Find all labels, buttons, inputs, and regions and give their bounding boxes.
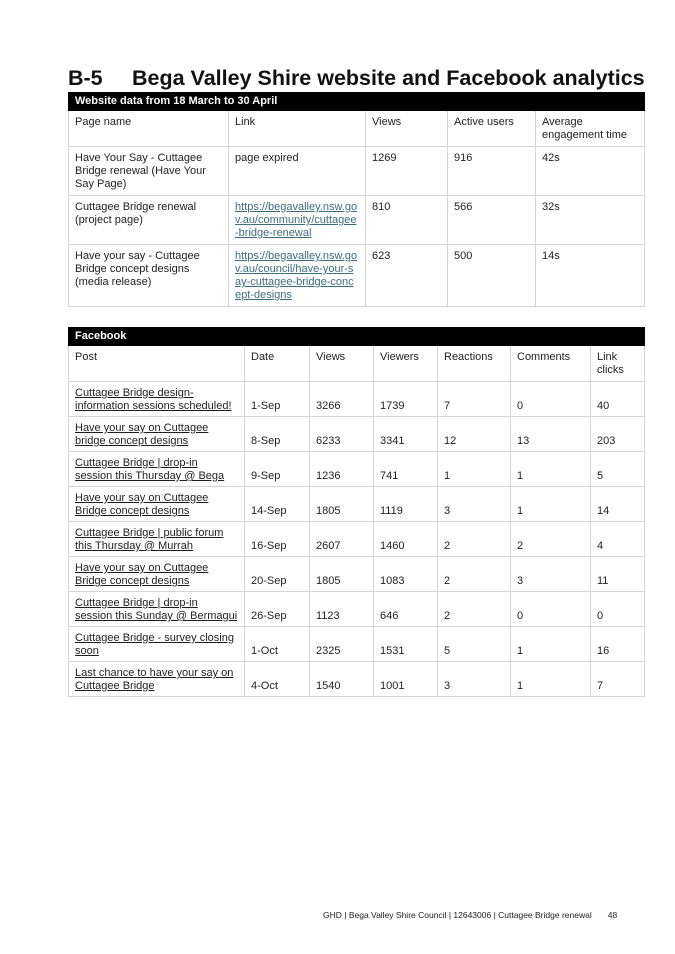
comments-cell: 0 bbox=[511, 382, 591, 417]
page-name-cell: Cuttagee Bridge renewal (project page) bbox=[69, 196, 229, 245]
post-link[interactable]: Cuttagee Bridge design-information sessions scheduled! bbox=[75, 387, 232, 412]
comments-cell: 1 bbox=[511, 662, 591, 697]
viewers-cell: 1001 bbox=[374, 662, 438, 697]
views-cell: 1236 bbox=[310, 452, 374, 487]
reactions-cell: 2 bbox=[438, 592, 511, 627]
engagement-cell: 14s bbox=[536, 245, 645, 307]
section-title: Bega Valley Shire website and Facebook analytics bbox=[132, 66, 645, 90]
viewers-cell: 1119 bbox=[374, 487, 438, 522]
facebook-table-row bbox=[69, 662, 645, 697]
website-table-row bbox=[69, 147, 645, 196]
comments-cell: 1 bbox=[511, 627, 591, 662]
views-cell: 623 bbox=[366, 245, 448, 307]
viewers-cell: 741 bbox=[374, 452, 438, 487]
views-cell: 1123 bbox=[310, 592, 374, 627]
website-table-banner: Website data from 18 March to 30 April bbox=[69, 93, 645, 111]
viewers-cell: 1460 bbox=[374, 522, 438, 557]
views-cell: 2607 bbox=[310, 522, 374, 557]
views-cell: 1540 bbox=[310, 662, 374, 697]
date-cell: 1-Oct bbox=[245, 627, 310, 662]
post-link[interactable]: Have your say on Cuttagee Bridge concept designs bbox=[75, 562, 209, 587]
column-header: Reactions bbox=[438, 346, 511, 382]
date-cell: 8-Sep bbox=[245, 417, 310, 452]
reactions-cell: 3 bbox=[438, 662, 511, 697]
website-table-header-row bbox=[69, 111, 645, 147]
column-header: Average engagement time bbox=[536, 111, 645, 147]
viewers-cell: 1083 bbox=[374, 557, 438, 592]
website-table-row bbox=[69, 245, 645, 307]
post-link[interactable]: Have your say on Cuttagee Bridge concept designs bbox=[75, 492, 209, 517]
website-analytics-table bbox=[68, 92, 645, 307]
facebook-table-banner: Facebook bbox=[69, 328, 645, 346]
views-cell: 1269 bbox=[366, 147, 448, 196]
reactions-cell: 7 bbox=[438, 382, 511, 417]
column-header: Views bbox=[366, 111, 448, 147]
page-number: 48 bbox=[607, 910, 618, 920]
post-link[interactable]: Cuttagee Bridge | drop-in session this Sunday @ Bermagui bbox=[75, 597, 238, 622]
facebook-table-row bbox=[69, 592, 645, 627]
column-header: Page name bbox=[69, 111, 229, 147]
website-table-row bbox=[69, 196, 645, 245]
post-link[interactable]: Cuttagee Bridge - survey closing soon bbox=[75, 632, 234, 657]
facebook-table-row bbox=[69, 417, 645, 452]
views-cell: 1805 bbox=[310, 557, 374, 592]
column-header: Link clicks bbox=[591, 346, 645, 382]
reactions-cell: 1 bbox=[438, 452, 511, 487]
views-cell: 810 bbox=[366, 196, 448, 245]
facebook-table-row bbox=[69, 452, 645, 487]
reactions-cell: 2 bbox=[438, 522, 511, 557]
link-clicks-cell: 4 bbox=[591, 522, 645, 557]
comments-cell: 1 bbox=[511, 452, 591, 487]
column-header: Post bbox=[69, 346, 245, 382]
engagement-cell: 42s bbox=[536, 147, 645, 196]
views-cell: 3266 bbox=[310, 382, 374, 417]
engagement-cell: 32s bbox=[536, 196, 645, 245]
column-header: Date bbox=[245, 346, 310, 382]
reactions-cell: 3 bbox=[438, 487, 511, 522]
link-cell: page expired bbox=[229, 147, 366, 196]
column-header: Comments bbox=[511, 346, 591, 382]
link-clicks-cell: 16 bbox=[591, 627, 645, 662]
post-link[interactable]: Cuttagee Bridge | drop-in session this Thursday @ Bega bbox=[75, 457, 225, 482]
active-users-cell: 566 bbox=[448, 196, 536, 245]
post-link[interactable]: Have your say on Cuttagee bridge concept designs bbox=[75, 422, 209, 447]
column-header: Views bbox=[310, 346, 374, 382]
viewers-cell: 646 bbox=[374, 592, 438, 627]
facebook-table-header-row bbox=[69, 346, 645, 382]
facebook-table-row bbox=[69, 557, 645, 592]
date-cell: 9-Sep bbox=[245, 452, 310, 487]
viewers-cell: 1739 bbox=[374, 382, 438, 417]
link-clicks-cell: 7 bbox=[591, 662, 645, 697]
page-name-cell: Have Your Say - Cuttagee Bridge renewal (Have Your Say Page) bbox=[69, 147, 229, 196]
column-header: Link bbox=[229, 111, 366, 147]
facebook-table-row bbox=[69, 487, 645, 522]
link-clicks-cell: 14 bbox=[591, 487, 645, 522]
comments-cell: 3 bbox=[511, 557, 591, 592]
date-cell: 14-Sep bbox=[245, 487, 310, 522]
reactions-cell: 2 bbox=[438, 557, 511, 592]
date-cell: 16-Sep bbox=[245, 522, 310, 557]
link-clicks-cell: 5 bbox=[591, 452, 645, 487]
link-clicks-cell: 40 bbox=[591, 382, 645, 417]
post-link[interactable]: Last chance to have your say on Cuttagee Bridge bbox=[75, 667, 234, 692]
page-footer bbox=[323, 910, 617, 920]
date-cell: 1-Sep bbox=[245, 382, 310, 417]
page-link[interactable]: https://begavalley.nsw.gov.au/community/cuttagee-bridge-renewal bbox=[235, 201, 358, 239]
reactions-cell: 5 bbox=[438, 627, 511, 662]
viewers-cell: 1531 bbox=[374, 627, 438, 662]
date-cell: 4-Oct bbox=[245, 662, 310, 697]
section-number: B-5 bbox=[68, 66, 103, 90]
facebook-analytics-table bbox=[68, 327, 645, 697]
page-link[interactable]: https://begavalley.nsw.gov.au/council/have-your-say-cuttagee-bridge-concept-designs bbox=[235, 250, 358, 301]
facebook-table-row bbox=[69, 627, 645, 662]
active-users-cell: 916 bbox=[448, 147, 536, 196]
views-cell: 1805 bbox=[310, 487, 374, 522]
link-clicks-cell: 0 bbox=[591, 592, 645, 627]
column-header: Active users bbox=[448, 111, 536, 147]
facebook-table-row bbox=[69, 522, 645, 557]
footer-text: GHD | Bega Valley Shire Council | 12643006 | Cuttagee Bridge renewal bbox=[323, 910, 592, 920]
views-cell: 6233 bbox=[310, 417, 374, 452]
views-cell: 2325 bbox=[310, 627, 374, 662]
column-header: Viewers bbox=[374, 346, 438, 382]
date-cell: 26-Sep bbox=[245, 592, 310, 627]
comments-cell: 1 bbox=[511, 487, 591, 522]
page-title bbox=[68, 66, 645, 91]
date-cell: 20-Sep bbox=[245, 557, 310, 592]
active-users-cell: 500 bbox=[448, 245, 536, 307]
comments-cell: 13 bbox=[511, 417, 591, 452]
facebook-table-row bbox=[69, 382, 645, 417]
reactions-cell: 12 bbox=[438, 417, 511, 452]
post-link[interactable]: Cuttagee Bridge | public forum this Thursday @ Murrah bbox=[75, 527, 224, 552]
link-clicks-cell: 203 bbox=[591, 417, 645, 452]
link-clicks-cell: 11 bbox=[591, 557, 645, 592]
viewers-cell: 3341 bbox=[374, 417, 438, 452]
page-name-cell: Have your say - Cuttagee Bridge concept designs (media release) bbox=[69, 245, 229, 307]
comments-cell: 2 bbox=[511, 522, 591, 557]
comments-cell: 0 bbox=[511, 592, 591, 627]
